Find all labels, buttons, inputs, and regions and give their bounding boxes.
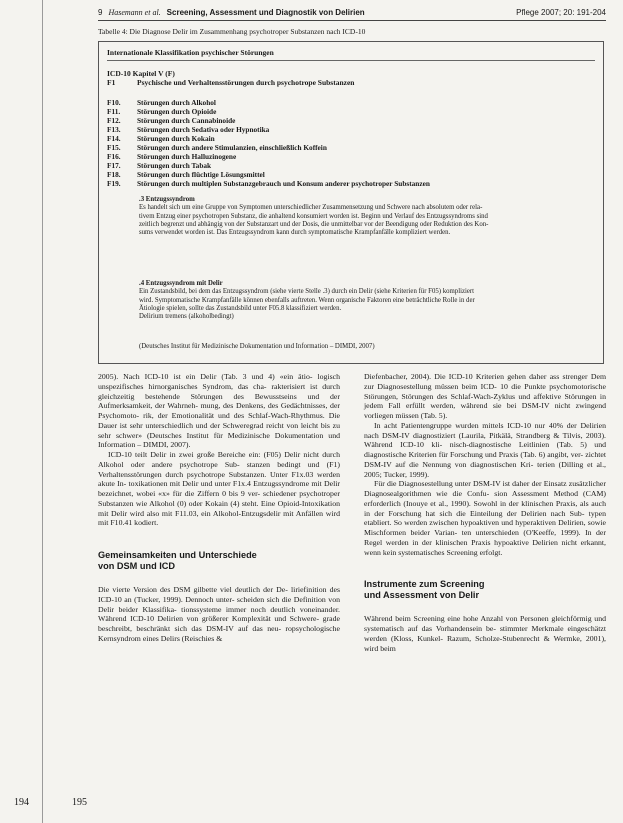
- f1-code: F1: [107, 78, 116, 87]
- icd-code-row: [107, 170, 595, 179]
- text-line: stimmter Merkmale eingeschätzt werden (Kloss, Kunkel-: [364, 624, 607, 643]
- text-line: reicht von leicht bis zu sehr schwer» (Deutsches Institut: [98, 420, 340, 440]
- page-number-outer: 194: [14, 797, 29, 808]
- f1-row: [107, 78, 354, 87]
- icd-code-text: Störungen durch Alkohol: [137, 98, 216, 107]
- text-line: liriefinition des ICD-10 an (Tucker, 1999). Dennoch unter-: [98, 585, 341, 604]
- icd-code-text: Störungen durch Tabak: [137, 161, 212, 170]
- header-title: Screening, Assessment und Diagnostik von Delirien: [166, 7, 365, 17]
- text-line: toxikationen mit Delir und unter F1x.4 Entzugssyndrome: [128, 479, 310, 489]
- text-line: ropsychologische Kernsyndrom eines Delirs (Reischies &: [98, 624, 340, 643]
- icd-code: F11.: [107, 107, 121, 116]
- text-line: Die Dauer ist sehr unterschiedlich und der Schweregrad: [98, 411, 341, 430]
- icd-code: F12.: [107, 116, 121, 125]
- text-line: scheiden sich die Definition von Delir beider Klassifika-: [98, 594, 340, 614]
- icd-code: F18.: [107, 170, 121, 179]
- paragraph: [364, 479, 606, 557]
- header-authors: Hasemann et al.: [108, 7, 161, 17]
- subsection-entzugssyndrom-mit-delir: [139, 280, 595, 321]
- text-line: gleichförmig und systematisch auf das Vorhandensein be-: [364, 614, 606, 633]
- text-line: 40% der Delirien nach DSM-IV diagnostiziert (Laurila,: [364, 420, 607, 440]
- icd-code: F19.: [107, 179, 121, 188]
- text-line: tionssysteme immer noch deutlich voneinander. Während: [98, 604, 340, 624]
- icd-code-text: Störungen durch multiplen Substanzgebrauch und Konsum anderer psychotroper Substanzen: [137, 179, 430, 188]
- text-line: Bewusstseins und der Aufmerksamkeit, der Wahrneh-: [98, 391, 340, 411]
- text-line: hyperaktiven Delirien, sowie Mischformen beider Varian-: [364, 518, 606, 537]
- paragraph: [98, 450, 340, 528]
- text-line: Razum, Scholze-Stubenrecht & Wermke, 2001), wird beim: [364, 633, 606, 653]
- icd-code: F14.: [107, 134, 121, 143]
- icd-code-text: Störungen durch Cannabinoide: [137, 116, 236, 125]
- icd-code: F16.: [107, 152, 121, 161]
- text-line: ICD-10 teilt Delir in zwei große Bereiche ein: (F05): [108, 450, 281, 459]
- icd-code-row: [107, 179, 595, 188]
- icd-code-text: Störungen durch Halluzinogene: [137, 152, 237, 161]
- section-heading: [98, 550, 340, 572]
- paragraph: [364, 372, 606, 421]
- text-line: Für die Diagnosestellung unter DSM-IV ist daher der: [374, 479, 542, 489]
- text-line: Diefenbacher, 2004). Die ICD-10 Kriterien gehen daher: [364, 372, 547, 381]
- paragraph: [364, 614, 606, 653]
- header-rule: [98, 20, 606, 21]
- text-line: DIMDI, 2007).: [143, 440, 191, 450]
- icd-code: F15.: [107, 143, 121, 152]
- text-line: grade beschreibt, beschränkt sich das DSM-IV auf das neu-: [98, 614, 340, 633]
- table-title: Internationale Klassifikation psychischer Störungen: [107, 48, 274, 57]
- icd-code-text: Störungen durch Opioide: [137, 107, 217, 116]
- text-line: psychotrope Substanzen. Unter F1x.03 werden akute In-: [98, 469, 341, 489]
- text-line: wenn kein systematisches Screening erfolgt.: [364, 547, 503, 557]
- page-number-inner: 195: [72, 797, 87, 808]
- left-column: [98, 372, 340, 644]
- subsection-entzugssyndrom: [139, 196, 595, 237]
- paragraph: [98, 372, 340, 450]
- text-line: 2005). Nach ICD-10 ist ein Delir (Tab. 3 und 4) «ein ätio-: [98, 372, 313, 381]
- text-line: mit Delir bezeichnet, wobei «x» für die Ziffern 0 bis 9 ver-: [98, 479, 340, 498]
- text-line: für Medizinische Dokumentation und Information –: [98, 430, 340, 450]
- icd-code-row: [107, 152, 595, 161]
- code-list: [107, 98, 595, 188]
- header-journal: Pflege 2007; 20: 191-204: [516, 7, 606, 17]
- text-line: Schlaf-Wach-Zyklus und affektive Störungen in jedem Fall: [364, 391, 606, 411]
- icd-code-row: [107, 107, 595, 116]
- subsection-line: sums verwendet worden ist. Das Entzugssyndrom kann durch symptomatische Krampfanfälle kompliziert werden.: [139, 229, 451, 237]
- subsection-line: tivem Entzug einer psychotropen Substanz, die anhaltend konsumiert worden ist. Beginn und Verlauf des Entzugssyndroms sind: [139, 212, 488, 220]
- subsection-heading: .3 Entzugssyndrom: [139, 196, 195, 203]
- text-line: terien (Dilling et al., 2005; Tucker, 1999).: [364, 459, 607, 479]
- text-line: zichtet DSM-IV auf die Nennung von diagnostischen Kri-: [364, 450, 607, 469]
- text-line: vorliegen müssen (Tab. 5).: [364, 411, 448, 420]
- text-line: also mit F11.03, ein Alkohol-Entzugsdelir mit Anfällen: [146, 508, 324, 518]
- icd-code-text: Störungen durch flüchtige Lösungsmittel: [137, 170, 265, 179]
- f1-text: Psychische und Verhaltensstörungen durch psychotrope Substanzen: [137, 78, 355, 87]
- icd-code-row: [107, 125, 595, 134]
- text-line: logisch unspezifisches hirnorganisches Syndrom, das cha-: [98, 372, 341, 391]
- text-line: Forschung hat sich die Einteilung der Delirien nach Sub-: [388, 508, 585, 518]
- text-line: ten unterschieden (O'Keeffe, 1999). In der Regel werden: [364, 528, 606, 547]
- running-header: [98, 6, 606, 18]
- margin-rule: [42, 0, 43, 823]
- text-line: Kokain (4) steht. Eine Opioid-Intoxikation mit Delir wird: [98, 498, 341, 518]
- section-heading-line: von DSM und ICD: [98, 561, 176, 571]
- icd-code-row: [107, 143, 595, 152]
- right-column: [364, 372, 606, 653]
- table-caption: Tabelle 4: Die Diagnose Delir im Zusammenhang psychotroper Substanzen nach ICD-10: [98, 27, 366, 36]
- subsection-heading: .4 Entzugssyndrom mit Delir: [139, 280, 223, 287]
- paragraph: [98, 585, 340, 644]
- text-line: Delir nicht durch Alkohol oder andere psychotrope Sub-: [98, 450, 340, 469]
- text-line: in der klinischen Praxis hypoaktive Delirien nicht erkannt,: [412, 537, 606, 547]
- text-line: schiedener psychotroper Substanzen wie Alkohol (0) oder: [98, 489, 341, 508]
- text-line: 10 die Punkte psychomotorische Störungen, Störungen des: [364, 381, 606, 401]
- icd-code-text: Störungen durch Kokain: [137, 134, 215, 143]
- text-line: Kriterien für Forschung und Praxis (Tab. 6) angibt, ver-: [408, 450, 584, 459]
- section-heading-line: und Assessment von Delir: [364, 590, 480, 601]
- text-line: al., 1990). Sowohl in der klinischen Praxis, als auch in der: [364, 498, 606, 518]
- text-line: Während beim Screening eine hohe Anzahl von Personen: [364, 614, 549, 624]
- subsection-line: Ein Zustandsbild, bei dem das Entzugssyndrom (siehe vierte Stelle .3) durch ein Delir (siehe Kriterien für F05) kompliziert: [139, 288, 475, 296]
- section-heading: [364, 579, 606, 601]
- icd-code-text: Störungen durch andere Stimulanzien, einschließlich Koffein: [137, 143, 327, 152]
- text-line: Die vierte Version des DSM gilbette viel deutlich der De-: [98, 585, 288, 594]
- text-line: rik, der Emotionalität und des Schlaf-Wach-Rhythmus.: [143, 411, 325, 420]
- subsection-line: Delirium tremens (alkoholbedingt): [139, 313, 234, 321]
- subsection-line: wird. Symptomatische Krampfanfälle können ebenfalls auftreten. Wenn organische Faktoren eine beträchtliche Rolle in der: [139, 296, 475, 304]
- subsection-line: zeitlich begrenzt und abhängig von der Substanzart und der Dosis, die unmittelbar vor der Beendigung oder Reduktion des Kon-: [139, 220, 489, 228]
- section-heading-line: Instrumente zum Screening: [364, 579, 485, 590]
- icd-code: F13.: [107, 125, 121, 134]
- text-line: rakterisiert ist durch gleichzeitig bestehende Störungen des: [98, 381, 341, 401]
- text-line: sion Assessment Method (CAM) erforderlich (Inouye et: [364, 489, 607, 508]
- text-line: mung, des Denkens, des Gedächtnisses, der Psychomoto-: [98, 401, 340, 420]
- subsection-line: Es handelt sich um eine Gruppe von Symptomen unterschiedlicher Zusammensetzung und Schwere nach absolutem oder rela-: [139, 204, 483, 212]
- icd-heading: ICD-10 Kapitel V (F): [107, 69, 175, 78]
- text-line: typen etabliert. So werden zwischen hypoaktiven und: [364, 508, 606, 528]
- text-line: ICD-10 Delirien von größerer Komplexität und Schwere-: [130, 614, 320, 624]
- text-line: nisch-diagnostische Leitlinien (Tab. 5) und diagnostische: [364, 440, 606, 459]
- table-title-rule: [107, 60, 595, 61]
- text-line: Pitkälä, Strandberg & Tilvis, 2003). Während ICD-10 kli-: [364, 430, 606, 450]
- subsection-line: Ätiologie spielen, sollte das Zustandsbild unter F05.8 klassifiziert werden.: [139, 304, 342, 312]
- text-line: Einsatz zusätzlicher Diagnosealgorithmen wie die Confu-: [364, 479, 606, 498]
- icd-code-row: [107, 161, 595, 170]
- paragraph: [364, 421, 606, 480]
- icd-code: F10.: [107, 98, 121, 107]
- icd-code: F17.: [107, 161, 121, 170]
- text-line: ass strenger Dem zur Diagnosestellung müssen beim ICD-: [364, 372, 607, 391]
- section-heading-line: Gemeinsamkeiten und Unterschiede: [98, 550, 257, 560]
- text-line: wird mit F10.41 kodiert.: [98, 508, 341, 528]
- icd-code-text: Störungen durch Sedativa oder Hypnotika: [137, 125, 270, 134]
- icd-code-row: [107, 134, 595, 143]
- header-chapter: 9: [98, 7, 103, 17]
- icd-code-row: [107, 98, 595, 107]
- text-line: stanzen bedingt und (F1) Verhaltensstörungen durch: [98, 459, 340, 479]
- table-source: (Deutsches Institut für Medizinische Dokumentation und Information – DIMDI, 2007): [139, 343, 375, 350]
- icd-code-row: [107, 116, 595, 125]
- text-line: In acht Patientengruppe wurden mittels ICD-10 nur: [374, 420, 546, 430]
- text-line: erfüllt werden, während sie bei DSM-IV nicht zwingend: [405, 401, 606, 411]
- table-4: [98, 41, 604, 364]
